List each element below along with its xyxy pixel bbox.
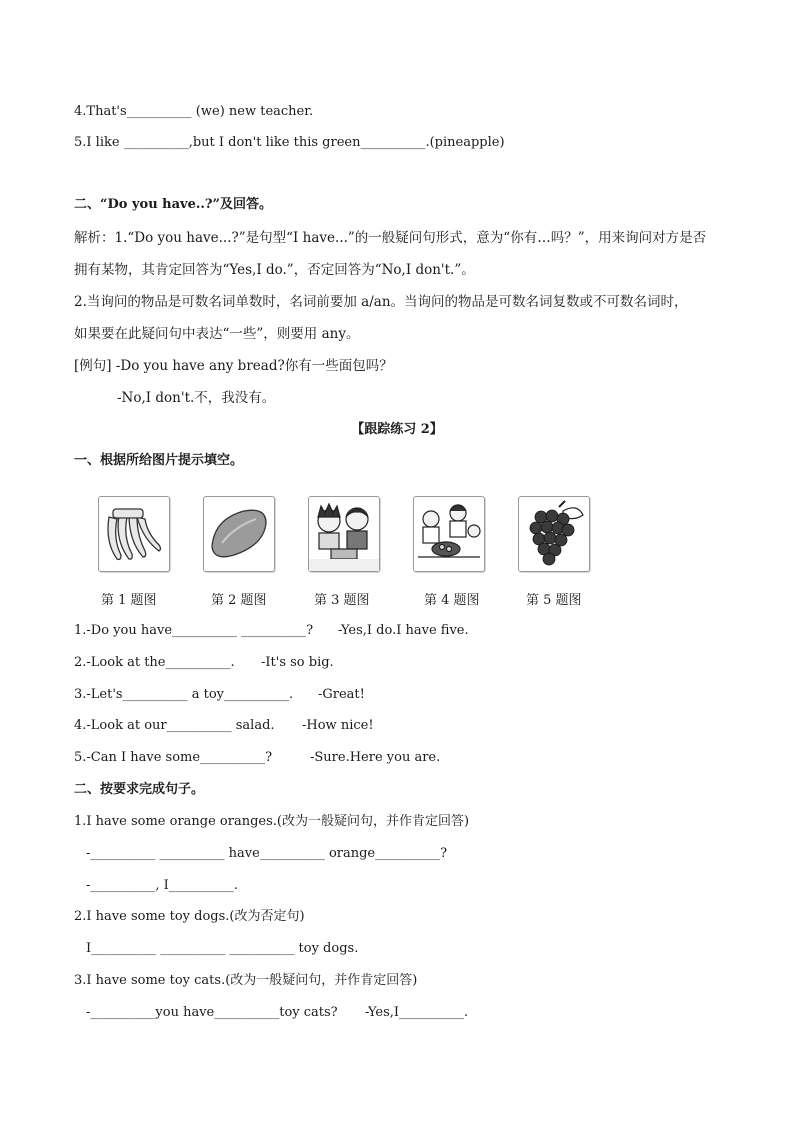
fill-answer-2: -It's so big.	[261, 655, 334, 670]
fill-answer-1: -Yes,I do.I have five.	[338, 623, 469, 638]
bananas-icon	[98, 496, 170, 572]
kids-making-toy-icon	[308, 496, 380, 572]
example-line2: -No,I don't.不，我没有。	[117, 390, 276, 406]
picture-caption-3: 第 3 题图	[314, 593, 370, 608]
rewrite-sentence-2: 2.I have some toy dogs.(改为否定句)	[74, 909, 305, 924]
rewrite-2-answer-line: I__________ __________ __________ toy dogs.	[86, 941, 359, 956]
heading-suffix: 及回答。	[220, 197, 273, 212]
analysis-para2-line2: 如果要在此疑问句中表达“一些”，则要用 any。	[74, 326, 360, 342]
heading-bold-part: “Do you have..?”	[100, 197, 221, 212]
fill-question-4: 4.-Look at our__________ salad.	[74, 718, 275, 733]
exercise-q4: 4.That's__________ (we) new teacher.	[74, 104, 314, 119]
grapes-icon	[518, 496, 590, 572]
fill-answer-3: -Great!	[318, 687, 365, 702]
analysis-para1-line1: 解析：1.“Do you have...?”是句型“I have...”的一般疑问句形式，意为“你有…吗？”，用来询问对方是否	[74, 230, 707, 246]
analysis-para2-line1: 2.当询问的物品是可数名词单数时，名词前要加 a/an。当询问的物品是可数名词复数或不可数名词时，	[74, 294, 688, 310]
section1-heading: 一、根据所给图片提示填空。	[74, 453, 244, 468]
family-salad-icon	[413, 496, 485, 572]
practice-title: 【跟踪练习 2】	[351, 422, 443, 437]
exercise-q5: 5.I like __________,but I don't like this green__________.(pineapple)	[74, 135, 505, 150]
rewrite-3-answer-line: -Yes,I__________.	[365, 1005, 469, 1020]
fill-question-3: 3.-Let's__________ a toy__________.	[74, 687, 294, 702]
picture-caption-4: 第 4 题图	[424, 593, 480, 608]
section2-heading: 二、按要求完成句子。	[74, 782, 205, 797]
analysis-para1-line2: 拥有某物，其肯定回答为“Yes,I do.”，否定回答为“No,I don't.”。	[74, 262, 475, 278]
rewrite-sentence-1: 1.I have some orange oranges.(改为一般疑问句，并作肯定回答)	[74, 814, 470, 829]
fill-answer-4: -How nice!	[302, 718, 374, 733]
example-line1: [例句] -Do you have any bread?你有一些面包吗？	[74, 358, 393, 374]
fill-question-5: 5.-Can I have some__________?	[74, 750, 273, 765]
rewrite-3-question-line: -__________you have__________toy cats?	[86, 1005, 338, 1020]
heading-prefix: 二、	[74, 197, 101, 212]
grammar-heading	[74, 196, 272, 214]
rewrite-1-answer-line-2: -__________, I__________.	[86, 878, 238, 893]
fill-answer-5: -Sure.Here you are.	[310, 750, 441, 765]
fill-question-2: 2.-Look at the__________.	[74, 655, 235, 670]
rewrite-1-answer-line-1: -__________ __________ have__________ orange__________?	[86, 846, 448, 861]
picture-caption-5: 第 5 题图	[526, 593, 582, 608]
picture-caption-1: 第 1 题图	[101, 593, 157, 608]
fill-question-1: 1.-Do you have__________ __________?	[74, 623, 314, 638]
rewrite-sentence-3: 3.I have some toy cats.(改为一般疑问句，并作肯定回答)	[74, 973, 418, 988]
mango-icon	[203, 496, 275, 572]
picture-caption-2: 第 2 题图	[211, 593, 267, 608]
